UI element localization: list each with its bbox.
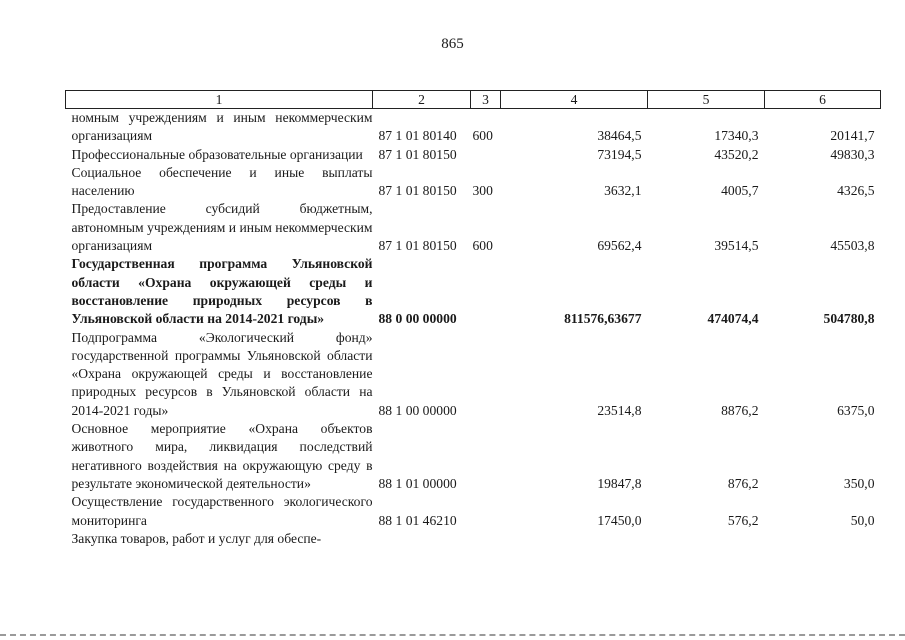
table-header <box>66 91 881 109</box>
row-name: Основное мероприятие «Охрана объектов животного мира, ликвидация последствий негативного воздействия на окружающую среду в результате экономической деятельности» <box>71 421 373 491</box>
row-code: 88 1 01 46210 <box>378 512 457 528</box>
row-kind: 300 <box>472 183 493 199</box>
row-value-col5: 576,2 <box>727 512 759 528</box>
table-body <box>66 109 881 549</box>
row-name: номным учреждениям и иным некоммерческим организациям <box>71 110 373 144</box>
row-value-col6 <box>765 530 881 548</box>
row-value-col5: 39514,5 <box>714 238 759 254</box>
table-row <box>66 420 881 493</box>
row-value-col4: 73194,5 <box>597 146 642 162</box>
row-value-col4: 17450,0 <box>597 512 642 528</box>
row-value-col5 <box>648 530 765 548</box>
row-kind: 600 <box>472 238 493 254</box>
row-value-col6: 4326,5 <box>837 183 875 199</box>
row-value-col5: 43520,2 <box>714 146 759 162</box>
row-value-col6: 20141,7 <box>830 128 875 144</box>
row-kind <box>471 255 501 328</box>
row-name: Социальное обеспечение и иные выплаты населению <box>71 164 373 199</box>
row-name: Предоставление субсидий бюджетным, автономным учреждениям и иным некоммерческим организациям <box>71 201 373 254</box>
header-col-4: 4 <box>501 91 648 109</box>
row-value-col4 <box>501 530 648 548</box>
row-name: Профессиональные образовательные организации <box>71 146 363 162</box>
table-row <box>66 493 881 530</box>
row-value-col4: 19847,8 <box>597 475 642 491</box>
table-row-program <box>66 255 881 328</box>
row-value-col6: 49830,3 <box>830 146 875 162</box>
scan-edge-line <box>0 634 905 636</box>
row-name: Осуществление государственного экологического мониторинга <box>71 494 373 528</box>
row-kind: 600 <box>472 128 493 144</box>
row-value-col6: 6375,0 <box>837 402 875 418</box>
table-row <box>66 146 881 164</box>
row-value-col6: 504780,8 <box>823 311 875 327</box>
row-value-col5: 876,2 <box>727 475 759 491</box>
row-code: 88 0 00 00000 <box>378 311 457 327</box>
row-value-col4: 811576,63677 <box>564 311 642 327</box>
row-value-col4: 23514,8 <box>597 402 642 418</box>
row-kind <box>471 493 501 530</box>
header-col-2: 2 <box>373 91 471 109</box>
page-number: 865 <box>441 36 464 52</box>
row-code: 88 1 01 00000 <box>378 475 457 491</box>
row-code: 87 1 01 80140 <box>378 128 457 144</box>
row-value-col5: 17340,3 <box>714 128 759 144</box>
row-value-col6: 50,0 <box>850 512 875 528</box>
row-value-col6: 45503,8 <box>830 238 875 254</box>
row-kind <box>471 329 501 420</box>
row-value-col4: 38464,5 <box>597 128 642 144</box>
row-kind <box>471 146 501 164</box>
row-value-col5: 8876,2 <box>721 402 759 418</box>
row-value-col4: 3632,1 <box>604 183 642 199</box>
table-row <box>66 200 881 255</box>
row-code: 87 1 01 80150 <box>378 238 457 254</box>
header-col-5: 5 <box>648 91 765 109</box>
table-row <box>66 109 881 146</box>
row-value-col4: 69562,4 <box>597 238 642 254</box>
header-col-6: 6 <box>765 91 881 109</box>
header-col-3: 3 <box>471 91 501 109</box>
row-code <box>373 530 471 548</box>
table-row <box>66 530 881 548</box>
row-name: Закупка товаров, работ и услуг для обеспе- <box>71 530 322 546</box>
budget-table <box>65 90 881 548</box>
row-code: 88 1 00 00000 <box>378 402 457 418</box>
row-value-col6: 350,0 <box>843 475 875 491</box>
row-name: Государственная программа Ульяновской области «Охрана окружающей среды и восстановление природных ресурсов в Ульяновской области на 2014-2021 годы» <box>71 256 373 327</box>
row-code: 87 1 01 80150 <box>378 146 457 162</box>
row-value-col5: 4005,7 <box>721 183 759 199</box>
table-row <box>66 164 881 201</box>
row-name: Подпрограмма «Экологический фонд» государственной программы Ульяновской области «Охрана окружающей среды и восстановление природных ресурсов в Ульяновской области на 2014-2021 годы» <box>71 329 373 418</box>
row-code: 87 1 01 80150 <box>378 183 457 199</box>
row-kind <box>471 530 501 548</box>
table-row <box>66 329 881 420</box>
row-kind <box>471 420 501 493</box>
row-value-col5: 474074,4 <box>707 311 759 327</box>
header-col-1: 1 <box>66 91 373 109</box>
